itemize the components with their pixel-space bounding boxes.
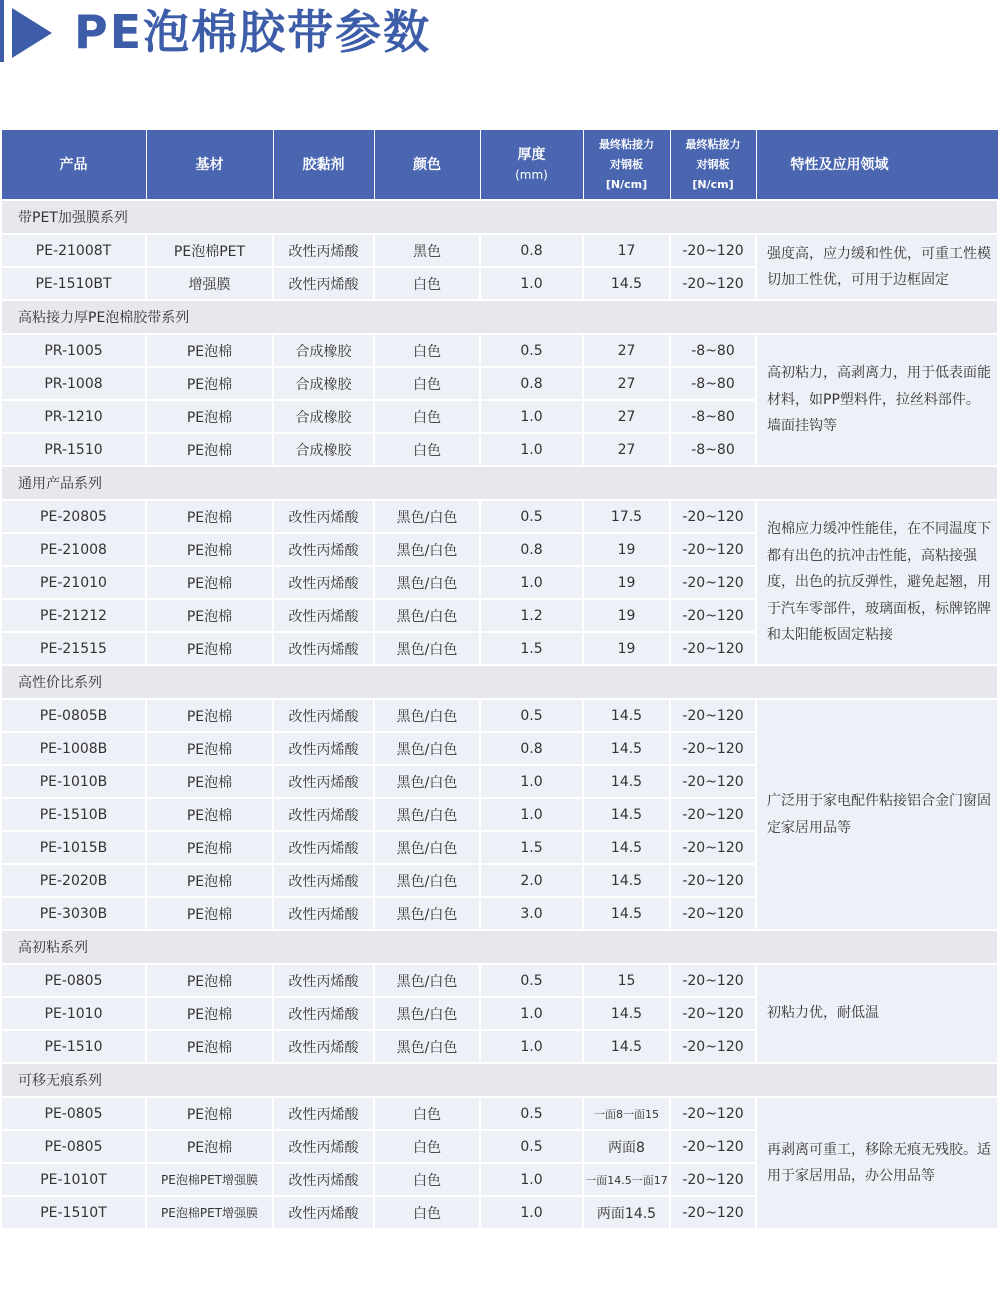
cell-thickness: 1.0 [480, 1163, 583, 1196]
cell-color: 黑色/白色 [374, 1030, 480, 1063]
header-temp-line2: 对钢板 [696, 157, 730, 171]
cell-adhesion: 27 [583, 400, 670, 433]
cell-substrate: PE泡棉 [146, 334, 273, 367]
cell-adhesion: 一面8一面15 [583, 1097, 670, 1130]
cell-temperature: -20~120 [670, 732, 756, 765]
cell-color: 白色 [374, 1163, 480, 1196]
cell-thickness: 1.0 [480, 1030, 583, 1063]
cell-thickness: 1.0 [480, 1196, 583, 1229]
cell-adhesion: 14.5 [583, 1030, 670, 1063]
cell-adhesive: 改性丙烯酸 [273, 632, 374, 665]
cell-product: PR-1510 [1, 433, 146, 466]
header-adhesion-line2: 对钢板 [610, 157, 643, 171]
cell-product: PE-1010 [1, 997, 146, 1030]
cell-substrate: PE泡棉PET增强膜 [146, 1163, 273, 1196]
cell-color: 黑色/白色 [374, 964, 480, 997]
cell-substrate: PE泡棉 [146, 1030, 273, 1063]
cell-thickness: 0.5 [480, 334, 583, 367]
cell-adhesion: 14.5 [583, 765, 670, 798]
cell-product: PE-20805 [1, 500, 146, 533]
cell-color: 白色 [374, 1130, 480, 1163]
category-row [1, 1063, 998, 1097]
category-label: 可移无痕系列 [1, 1063, 998, 1097]
cell-substrate: PE泡棉 [146, 632, 273, 665]
table-row [1, 500, 998, 533]
cell-temperature: -20~120 [670, 864, 756, 897]
cell-thickness: 1.5 [480, 632, 583, 665]
cell-adhesive: 改性丙烯酸 [273, 699, 374, 732]
cell-color: 黑色/白色 [374, 566, 480, 599]
cell-thickness: 1.0 [480, 765, 583, 798]
cell-product: PE-0805B [1, 699, 146, 732]
cell-adhesion: 14.5 [583, 864, 670, 897]
cell-product: PE-3030B [1, 897, 146, 930]
table-row [1, 964, 998, 997]
cell-temperature: -20~120 [670, 765, 756, 798]
cell-adhesion: 14.5 [583, 997, 670, 1030]
cell-thickness: 3.0 [480, 897, 583, 930]
cell-substrate: PE泡棉 [146, 997, 273, 1030]
cell-thickness: 1.0 [480, 267, 583, 300]
cell-color: 白色 [374, 367, 480, 400]
cell-color: 黑色/白色 [374, 897, 480, 930]
cell-product: PE-1510B [1, 798, 146, 831]
cell-features: 高初粘力，高剥离力，用于低表面能材料，如PP塑料件，拉丝料部件。墙面挂钩等 [756, 334, 998, 466]
table-row [1, 699, 998, 732]
cell-adhesive: 改性丙烯酸 [273, 1163, 374, 1196]
cell-adhesion: 一面14.5一面17 [583, 1163, 670, 1196]
cell-thickness: 1.0 [480, 798, 583, 831]
cell-features: 强度高，应力缓和性优，可重工性模切加工性优，可用于边框固定 [756, 234, 998, 300]
header-temperature [670, 130, 756, 201]
cell-product: PR-1210 [1, 400, 146, 433]
cell-color: 黑色/白色 [374, 798, 480, 831]
cell-product: PE-1510BT [1, 267, 146, 300]
cell-thickness: 1.2 [480, 599, 583, 632]
cell-color: 黑色/白色 [374, 831, 480, 864]
cell-temperature: -20~120 [670, 599, 756, 632]
header-thickness-unit: (mm) [515, 167, 548, 182]
cell-thickness: 1.0 [480, 433, 583, 466]
cell-color: 白色 [374, 267, 480, 300]
cell-temperature: -20~120 [670, 1163, 756, 1196]
category-label: 通用产品系列 [1, 466, 998, 500]
cell-thickness: 1.0 [480, 400, 583, 433]
cell-substrate: PE泡棉 [146, 500, 273, 533]
cell-color: 黑色/白色 [374, 599, 480, 632]
table-row [1, 1097, 998, 1130]
cell-temperature: -20~120 [670, 699, 756, 732]
cell-temperature: -8~80 [670, 400, 756, 433]
cell-substrate: PE泡棉 [146, 367, 273, 400]
cell-product: PE-21008 [1, 533, 146, 566]
table-header-row [1, 130, 998, 201]
cell-adhesive: 改性丙烯酸 [273, 533, 374, 566]
cell-adhesive: 合成橡胶 [273, 334, 374, 367]
cell-adhesive: 改性丙烯酸 [273, 765, 374, 798]
cell-color: 黑色/白色 [374, 765, 480, 798]
cell-temperature: -20~120 [670, 1196, 756, 1229]
category-label: 高性价比系列 [1, 665, 998, 699]
cell-thickness: 0.8 [480, 234, 583, 267]
cell-color: 黑色/白色 [374, 699, 480, 732]
cell-thickness: 0.8 [480, 533, 583, 566]
cell-features: 初粘力优，耐低温 [756, 964, 998, 1063]
cell-product: PR-1008 [1, 367, 146, 400]
cell-temperature: -8~80 [670, 367, 756, 400]
cell-temperature: -20~120 [670, 997, 756, 1030]
cell-thickness: 0.8 [480, 732, 583, 765]
cell-adhesive: 改性丙烯酸 [273, 897, 374, 930]
spec-table [0, 129, 999, 1230]
header-adhesion-line1: 最终粘接力 [599, 137, 654, 151]
cell-adhesive: 改性丙烯酸 [273, 267, 374, 300]
header-color: 颜色 [374, 130, 480, 201]
category-row [1, 665, 998, 699]
cell-adhesion: 14.5 [583, 831, 670, 864]
table-row [1, 334, 998, 367]
cell-adhesion: 两面8 [583, 1130, 670, 1163]
page-title: PE泡棉胶带参数 [74, 5, 432, 59]
cell-product: PE-1510 [1, 1030, 146, 1063]
cell-adhesion: 19 [583, 632, 670, 665]
category-row [1, 930, 998, 964]
category-row [1, 466, 998, 500]
cell-adhesive: 改性丙烯酸 [273, 997, 374, 1030]
cell-temperature: -20~120 [670, 632, 756, 665]
header-thickness-label: 厚度 [517, 146, 546, 163]
cell-product: PE-0805 [1, 964, 146, 997]
header-features: 特性及应用领域 [756, 130, 998, 201]
cell-substrate: PE泡棉 [146, 798, 273, 831]
cell-temperature: -20~120 [670, 566, 756, 599]
cell-thickness: 0.5 [480, 699, 583, 732]
cell-adhesion: 27 [583, 433, 670, 466]
cell-adhesion: 19 [583, 599, 670, 632]
cell-adhesion: 14.5 [583, 732, 670, 765]
cell-adhesive: 改性丙烯酸 [273, 831, 374, 864]
cell-thickness: 0.5 [480, 1130, 583, 1163]
cell-temperature: -20~120 [670, 964, 756, 997]
cell-thickness: 0.5 [480, 964, 583, 997]
cell-adhesive: 改性丙烯酸 [273, 964, 374, 997]
cell-substrate: PE泡棉 [146, 765, 273, 798]
cell-substrate: PE泡棉 [146, 1130, 273, 1163]
cell-thickness: 0.5 [480, 500, 583, 533]
cell-adhesion: 15 [583, 964, 670, 997]
cell-substrate: PE泡棉 [146, 1097, 273, 1130]
cell-adhesion: 27 [583, 334, 670, 367]
cell-adhesion: 27 [583, 367, 670, 400]
cell-product: PE-2020B [1, 864, 146, 897]
cell-product: PE-0805 [1, 1097, 146, 1130]
cell-substrate: PE泡棉 [146, 699, 273, 732]
cell-substrate: PE泡棉 [146, 433, 273, 466]
cell-adhesion: 14.5 [583, 699, 670, 732]
cell-color: 黑色/白色 [374, 732, 480, 765]
cell-adhesive: 改性丙烯酸 [273, 732, 374, 765]
cell-temperature: -20~120 [670, 234, 756, 267]
cell-color: 黑色/白色 [374, 864, 480, 897]
cell-adhesive: 改性丙烯酸 [273, 798, 374, 831]
page-header [0, 0, 1000, 64]
category-label: 带PET加强膜系列 [1, 200, 998, 234]
cell-adhesion: 两面14.5 [583, 1196, 670, 1229]
table-body [1, 200, 998, 1229]
cell-color: 白色 [374, 334, 480, 367]
cell-features: 再剥离可重工，移除无痕无残胶。适用于家居用品，办公用品等 [756, 1097, 998, 1229]
cell-temperature: -8~80 [670, 334, 756, 367]
cell-color: 白色 [374, 1097, 480, 1130]
cell-temperature: -20~120 [670, 897, 756, 930]
cell-adhesive: 改性丙烯酸 [273, 1030, 374, 1063]
cell-temperature: -8~80 [670, 433, 756, 466]
cell-substrate: PE泡棉 [146, 400, 273, 433]
cell-substrate: PE泡棉 [146, 831, 273, 864]
cell-substrate: PE泡棉 [146, 566, 273, 599]
cell-temperature: -20~120 [670, 1130, 756, 1163]
cell-adhesive: 合成橡胶 [273, 400, 374, 433]
header-product: 产品 [1, 130, 146, 201]
cell-substrate: PE泡棉 [146, 864, 273, 897]
cell-substrate: PE泡棉 [146, 897, 273, 930]
cell-temperature: -20~120 [670, 798, 756, 831]
cell-substrate: 增强膜 [146, 267, 273, 300]
cell-adhesive: 改性丙烯酸 [273, 1196, 374, 1229]
cell-temperature: -20~120 [670, 831, 756, 864]
cell-adhesive: 改性丙烯酸 [273, 1097, 374, 1130]
header-thickness [480, 130, 583, 201]
cell-adhesion: 14.5 [583, 267, 670, 300]
cell-adhesive: 改性丙烯酸 [273, 864, 374, 897]
category-row [1, 200, 998, 234]
cell-adhesion: 14.5 [583, 897, 670, 930]
cell-product: PE-21515 [1, 632, 146, 665]
cell-product: PR-1005 [1, 334, 146, 367]
cell-color: 黑色/白色 [374, 500, 480, 533]
cell-thickness: 1.5 [480, 831, 583, 864]
cell-substrate: PE泡棉PET增强膜 [146, 1196, 273, 1229]
cell-adhesive: 改性丙烯酸 [273, 500, 374, 533]
cell-temperature: -20~120 [670, 267, 756, 300]
header-substrate: 基材 [146, 130, 273, 201]
cell-adhesive: 改性丙烯酸 [273, 566, 374, 599]
chevron-right-icon [12, 8, 52, 58]
cell-thickness: 1.0 [480, 566, 583, 599]
cell-color: 白色 [374, 400, 480, 433]
header-temp-unit: [N/cm] [692, 177, 734, 191]
cell-product: PE-1015B [1, 831, 146, 864]
cell-substrate: PE泡棉 [146, 533, 273, 566]
header-adhesion-unit: [N/cm] [605, 177, 648, 191]
cell-thickness: 0.8 [480, 367, 583, 400]
header-temp-line1: 最终粘接力 [685, 137, 741, 151]
cell-product: PE-0805 [1, 1130, 146, 1163]
cell-features: 泡棉应力缓冲性能佳，在不同温度下都有出色的抗冲击性能，高粘接强度，出色的抗反弹性，避免起翘，用于汽车零部件，玻璃面板，标牌铭牌和太阳能板固定粘接 [756, 500, 998, 665]
cell-color: 黑色/白色 [374, 533, 480, 566]
cell-product: PE-1010T [1, 1163, 146, 1196]
cell-adhesive: 改性丙烯酸 [273, 599, 374, 632]
table-row [1, 234, 998, 267]
cell-substrate: PE泡棉PET [146, 234, 273, 267]
cell-product: PE-21008T [1, 234, 146, 267]
cell-color: 黑色 [374, 234, 480, 267]
cell-product: PE-21212 [1, 599, 146, 632]
cell-substrate: PE泡棉 [146, 732, 273, 765]
cell-features: 广泛用于家电配件粘接铝合金门窗固定家居用品等 [756, 699, 998, 930]
cell-adhesive: 合成橡胶 [273, 433, 374, 466]
cell-color: 白色 [374, 1196, 480, 1229]
header-adhesive: 胶黏剂 [273, 130, 374, 201]
title-accent-bar [0, 0, 4, 62]
cell-adhesion: 17.5 [583, 500, 670, 533]
cell-product: PE-1010B [1, 765, 146, 798]
cell-thickness: 2.0 [480, 864, 583, 897]
cell-adhesion: 17 [583, 234, 670, 267]
cell-adhesion: 19 [583, 566, 670, 599]
cell-temperature: -20~120 [670, 533, 756, 566]
cell-color: 黑色/白色 [374, 997, 480, 1030]
cell-adhesion: 19 [583, 533, 670, 566]
cell-substrate: PE泡棉 [146, 964, 273, 997]
category-row [1, 300, 998, 334]
category-label: 高初粘系列 [1, 930, 998, 964]
cell-adhesive: 合成橡胶 [273, 367, 374, 400]
cell-substrate: PE泡棉 [146, 599, 273, 632]
category-label: 高粘接力厚PE泡棉胶带系列 [1, 300, 998, 334]
cell-thickness: 0.5 [480, 1097, 583, 1130]
cell-product: PE-21010 [1, 566, 146, 599]
cell-temperature: -20~120 [670, 500, 756, 533]
cell-thickness: 1.0 [480, 997, 583, 1030]
cell-color: 白色 [374, 433, 480, 466]
cell-adhesive: 改性丙烯酸 [273, 234, 374, 267]
cell-temperature: -20~120 [670, 1097, 756, 1130]
cell-product: PE-1008B [1, 732, 146, 765]
cell-product: PE-1510T [1, 1196, 146, 1229]
cell-temperature: -20~120 [670, 1030, 756, 1063]
cell-adhesive: 改性丙烯酸 [273, 1130, 374, 1163]
header-adhesion [583, 130, 670, 201]
cell-color: 黑色/白色 [374, 632, 480, 665]
cell-adhesion: 14.5 [583, 798, 670, 831]
